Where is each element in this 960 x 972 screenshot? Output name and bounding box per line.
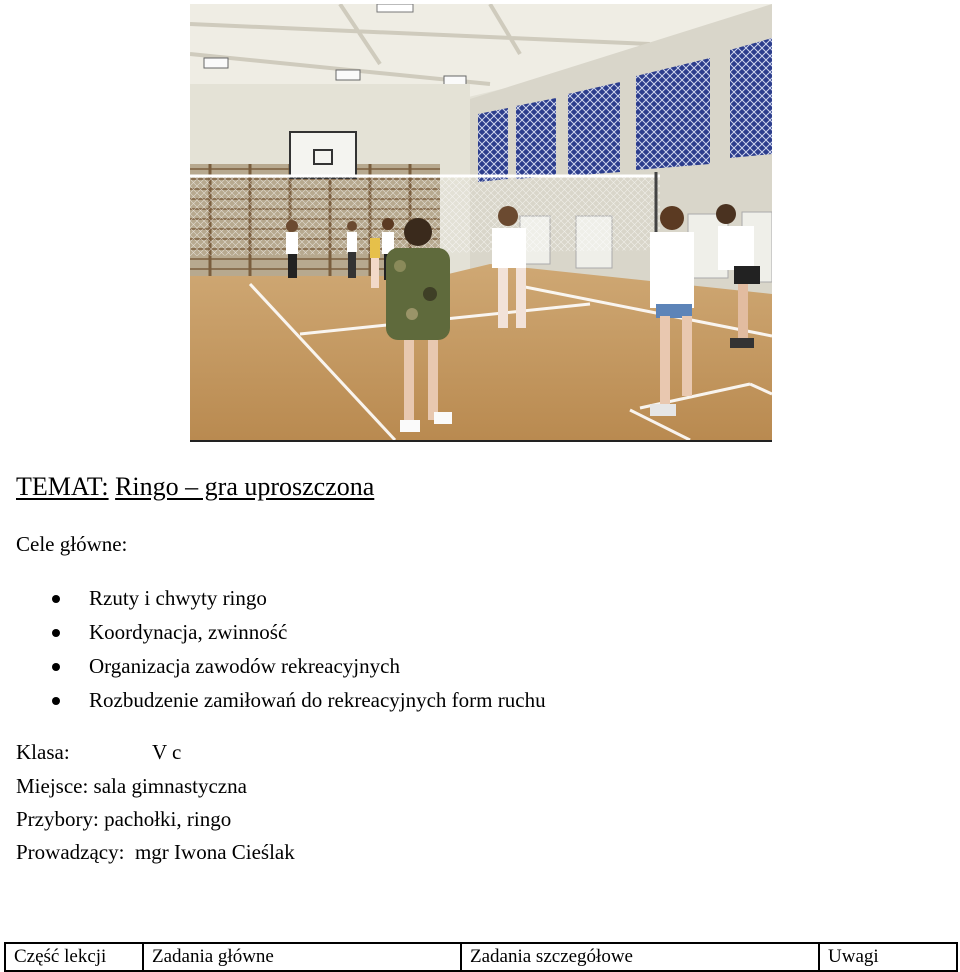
equipment-row: Przybory: pachołki, ringo: [16, 807, 232, 831]
class-row: [16, 740, 182, 765]
bullet-icon: [52, 629, 60, 637]
list-item: [0, 687, 546, 721]
lesson-table: [4, 942, 958, 972]
bullet-icon: [52, 697, 60, 705]
goals-label: Cele główne:: [16, 532, 128, 556]
table-header-cell: Zadania szczegółowe: [461, 943, 819, 971]
table-header-row: [5, 943, 957, 971]
list-item: [0, 619, 546, 653]
teacher-row: Prowadzący: mgr Iwona Cieślak: [16, 840, 295, 864]
lesson-title: [16, 472, 374, 502]
class-label: Klasa:: [16, 740, 70, 764]
title-topic: Ringo – gra uproszczona: [115, 472, 375, 501]
bullet-icon: [52, 663, 60, 671]
title-prefix: TEMAT:: [16, 472, 109, 501]
place-row: Miejsce: sala gimnastyczna: [16, 774, 247, 798]
list-item: [0, 585, 546, 619]
table-header-cell: Uwagi: [819, 943, 957, 971]
list-item: [0, 653, 546, 687]
table-header-cell: Część lekcji: [5, 943, 143, 971]
class-value: V c: [152, 740, 182, 764]
goal-text: Rozbudzenie zamiłowań do rekreacyjnych form ruchu: [89, 688, 546, 712]
goal-text: Koordynacja, zwinność: [89, 620, 288, 644]
goal-text: Rzuty i chwyty ringo: [89, 586, 267, 610]
table-header-cell: Zadania główne: [143, 943, 461, 971]
goal-text: Organizacja zawodów rekreacyjnych: [89, 654, 400, 678]
bullet-icon: [52, 595, 60, 603]
goals-list: [0, 585, 546, 721]
gym-photo: [190, 4, 772, 442]
